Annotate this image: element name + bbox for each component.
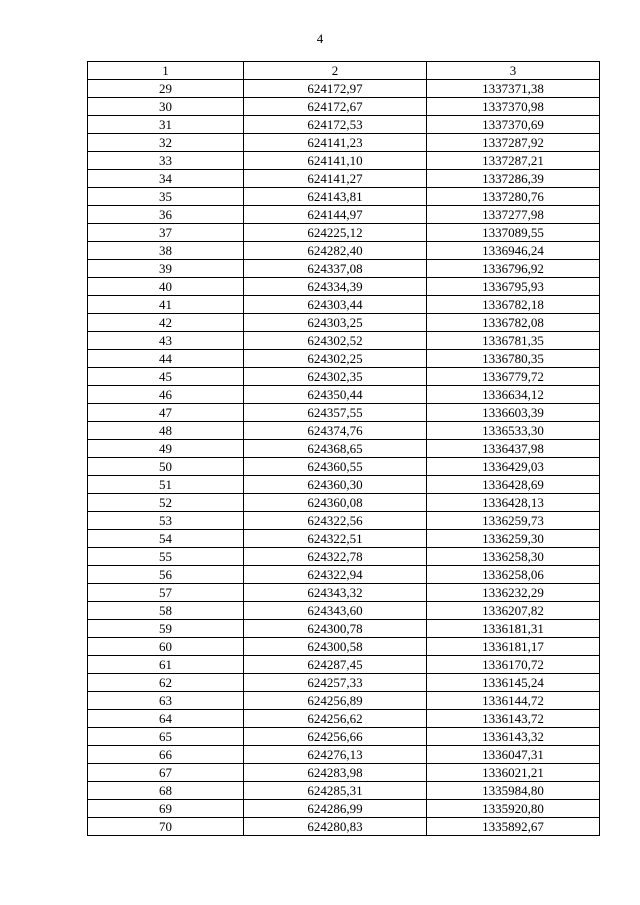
y-coordinate-cell: 1336258,06 (427, 566, 600, 584)
y-coordinate-cell: 1336259,30 (427, 530, 600, 548)
table-header-row (88, 62, 600, 80)
x-coordinate-cell: 624300,78 (244, 620, 427, 638)
point-number-cell: 44 (88, 350, 244, 368)
table-row (88, 458, 600, 476)
y-coordinate-cell: 1336258,30 (427, 548, 600, 566)
y-coordinate-cell: 1336795,93 (427, 278, 600, 296)
table-row (88, 800, 600, 818)
y-coordinate-cell: 1335920,80 (427, 800, 600, 818)
point-number-cell: 30 (88, 98, 244, 116)
point-number-cell: 53 (88, 512, 244, 530)
x-coordinate-cell: 624334,39 (244, 278, 427, 296)
table-row (88, 818, 600, 836)
x-coordinate-cell: 624300,58 (244, 638, 427, 656)
table-row (88, 188, 600, 206)
point-number-cell: 68 (88, 782, 244, 800)
x-coordinate-cell: 624360,08 (244, 494, 427, 512)
point-number-cell: 29 (88, 80, 244, 98)
table-row (88, 332, 600, 350)
x-coordinate-cell: 624285,31 (244, 782, 427, 800)
y-coordinate-cell: 1337089,55 (427, 224, 600, 242)
table-row (88, 386, 600, 404)
point-number-cell: 61 (88, 656, 244, 674)
x-coordinate-cell: 624286,99 (244, 800, 427, 818)
x-coordinate-cell: 624303,44 (244, 296, 427, 314)
table-row (88, 116, 600, 134)
x-coordinate-cell: 624172,97 (244, 80, 427, 98)
y-coordinate-cell: 1336603,39 (427, 404, 600, 422)
coordinates-table (87, 61, 600, 836)
point-number-cell: 45 (88, 368, 244, 386)
point-number-cell: 32 (88, 134, 244, 152)
table-row (88, 494, 600, 512)
point-number-cell: 35 (88, 188, 244, 206)
point-number-cell: 48 (88, 422, 244, 440)
point-number-cell: 66 (88, 746, 244, 764)
point-number-cell: 58 (88, 602, 244, 620)
point-number-cell: 64 (88, 710, 244, 728)
table-row (88, 242, 600, 260)
x-coordinate-cell: 624141,23 (244, 134, 427, 152)
y-coordinate-cell: 1336428,13 (427, 494, 600, 512)
y-coordinate-cell: 1336021,21 (427, 764, 600, 782)
x-coordinate-cell: 624287,45 (244, 656, 427, 674)
point-number-cell: 70 (88, 818, 244, 836)
point-number-cell: 56 (88, 566, 244, 584)
x-coordinate-cell: 624144,97 (244, 206, 427, 224)
x-coordinate-cell: 624374,76 (244, 422, 427, 440)
x-coordinate-cell: 624303,25 (244, 314, 427, 332)
y-coordinate-cell: 1336143,32 (427, 728, 600, 746)
point-number-cell: 60 (88, 638, 244, 656)
table-row (88, 260, 600, 278)
table-row (88, 296, 600, 314)
point-number-cell: 41 (88, 296, 244, 314)
point-number-cell: 67 (88, 764, 244, 782)
y-coordinate-cell: 1336207,82 (427, 602, 600, 620)
x-coordinate-cell: 624343,32 (244, 584, 427, 602)
point-number-cell: 34 (88, 170, 244, 188)
y-coordinate-cell: 1337286,39 (427, 170, 600, 188)
point-number-cell: 31 (88, 116, 244, 134)
y-coordinate-cell: 1336782,18 (427, 296, 600, 314)
page-number: 4 (316, 31, 324, 46)
x-coordinate-cell: 624172,53 (244, 116, 427, 134)
x-coordinate-cell: 624343,60 (244, 602, 427, 620)
y-coordinate-cell: 1336259,73 (427, 512, 600, 530)
point-number-cell: 49 (88, 440, 244, 458)
y-coordinate-cell: 1336429,03 (427, 458, 600, 476)
table-row (88, 170, 600, 188)
y-coordinate-cell: 1336144,72 (427, 692, 600, 710)
point-number-cell: 57 (88, 584, 244, 602)
x-coordinate-cell: 624302,25 (244, 350, 427, 368)
table-row (88, 674, 600, 692)
point-number-cell: 38 (88, 242, 244, 260)
point-number-cell: 40 (88, 278, 244, 296)
table-row (88, 782, 600, 800)
x-coordinate-cell: 624357,55 (244, 404, 427, 422)
table-row (88, 368, 600, 386)
table-body (88, 80, 600, 836)
y-coordinate-cell: 1337280,76 (427, 188, 600, 206)
table-row (88, 98, 600, 116)
x-coordinate-cell: 624322,56 (244, 512, 427, 530)
x-coordinate-cell: 624360,30 (244, 476, 427, 494)
table-row (88, 746, 600, 764)
table-row (88, 476, 600, 494)
table-row (88, 152, 600, 170)
table-row (88, 512, 600, 530)
y-coordinate-cell: 1336145,24 (427, 674, 600, 692)
table-row (88, 728, 600, 746)
column-header-2: 2 (244, 62, 427, 80)
y-coordinate-cell: 1337287,21 (427, 152, 600, 170)
x-coordinate-cell: 624172,67 (244, 98, 427, 116)
x-coordinate-cell: 624225,12 (244, 224, 427, 242)
point-number-cell: 52 (88, 494, 244, 512)
y-coordinate-cell: 1336232,29 (427, 584, 600, 602)
point-number-cell: 47 (88, 404, 244, 422)
x-coordinate-cell: 624256,66 (244, 728, 427, 746)
y-coordinate-cell: 1336946,24 (427, 242, 600, 260)
point-number-cell: 51 (88, 476, 244, 494)
point-number-cell: 63 (88, 692, 244, 710)
x-coordinate-cell: 624368,65 (244, 440, 427, 458)
x-coordinate-cell: 624280,83 (244, 818, 427, 836)
y-coordinate-cell: 1336779,72 (427, 368, 600, 386)
x-coordinate-cell: 624322,51 (244, 530, 427, 548)
x-coordinate-cell: 624350,44 (244, 386, 427, 404)
table-row (88, 584, 600, 602)
point-number-cell: 50 (88, 458, 244, 476)
y-coordinate-cell: 1336634,12 (427, 386, 600, 404)
y-coordinate-cell: 1337370,98 (427, 98, 600, 116)
y-coordinate-cell: 1336437,98 (427, 440, 600, 458)
table-row (88, 422, 600, 440)
x-coordinate-cell: 624360,55 (244, 458, 427, 476)
point-number-cell: 55 (88, 548, 244, 566)
point-number-cell: 39 (88, 260, 244, 278)
y-coordinate-cell: 1336781,35 (427, 332, 600, 350)
point-number-cell: 46 (88, 386, 244, 404)
x-coordinate-cell: 624302,52 (244, 332, 427, 350)
point-number-cell: 69 (88, 800, 244, 818)
x-coordinate-cell: 624256,62 (244, 710, 427, 728)
point-number-cell: 62 (88, 674, 244, 692)
point-number-cell: 37 (88, 224, 244, 242)
column-header-1: 1 (88, 62, 244, 80)
table-row (88, 314, 600, 332)
x-coordinate-cell: 624283,98 (244, 764, 427, 782)
table-row (88, 350, 600, 368)
point-number-cell: 42 (88, 314, 244, 332)
x-coordinate-cell: 624256,89 (244, 692, 427, 710)
x-coordinate-cell: 624141,27 (244, 170, 427, 188)
x-coordinate-cell: 624322,78 (244, 548, 427, 566)
x-coordinate-cell: 624276,13 (244, 746, 427, 764)
table-row (88, 80, 600, 98)
point-number-cell: 65 (88, 728, 244, 746)
table-row (88, 602, 600, 620)
table-row (88, 404, 600, 422)
y-coordinate-cell: 1337370,69 (427, 116, 600, 134)
y-coordinate-cell: 1336533,30 (427, 422, 600, 440)
y-coordinate-cell: 1336143,72 (427, 710, 600, 728)
table-row (88, 764, 600, 782)
point-number-cell: 36 (88, 206, 244, 224)
y-coordinate-cell: 1337277,98 (427, 206, 600, 224)
x-coordinate-cell: 624337,08 (244, 260, 427, 278)
y-coordinate-cell: 1337287,92 (427, 134, 600, 152)
y-coordinate-cell: 1336428,69 (427, 476, 600, 494)
table-row (88, 278, 600, 296)
x-coordinate-cell: 624141,10 (244, 152, 427, 170)
table-row (88, 224, 600, 242)
x-coordinate-cell: 624302,35 (244, 368, 427, 386)
x-coordinate-cell: 624143,81 (244, 188, 427, 206)
y-coordinate-cell: 1336780,35 (427, 350, 600, 368)
table-row (88, 620, 600, 638)
table-row (88, 206, 600, 224)
table-row (88, 566, 600, 584)
y-coordinate-cell: 1336170,72 (427, 656, 600, 674)
table-row (88, 638, 600, 656)
y-coordinate-cell: 1336181,17 (427, 638, 600, 656)
table-row (88, 530, 600, 548)
y-coordinate-cell: 1336181,31 (427, 620, 600, 638)
column-header-3: 3 (427, 62, 600, 80)
y-coordinate-cell: 1335984,80 (427, 782, 600, 800)
table-row (88, 656, 600, 674)
table-row (88, 440, 600, 458)
y-coordinate-cell: 1336782,08 (427, 314, 600, 332)
point-number-cell: 33 (88, 152, 244, 170)
table-row (88, 134, 600, 152)
y-coordinate-cell: 1336796,92 (427, 260, 600, 278)
y-coordinate-cell: 1336047,31 (427, 746, 600, 764)
point-number-cell: 59 (88, 620, 244, 638)
table-row (88, 548, 600, 566)
x-coordinate-cell: 624257,33 (244, 674, 427, 692)
point-number-cell: 43 (88, 332, 244, 350)
table-row (88, 692, 600, 710)
y-coordinate-cell: 1337371,38 (427, 80, 600, 98)
x-coordinate-cell: 624282,40 (244, 242, 427, 260)
x-coordinate-cell: 624322,94 (244, 566, 427, 584)
y-coordinate-cell: 1335892,67 (427, 818, 600, 836)
point-number-cell: 54 (88, 530, 244, 548)
table-row (88, 710, 600, 728)
